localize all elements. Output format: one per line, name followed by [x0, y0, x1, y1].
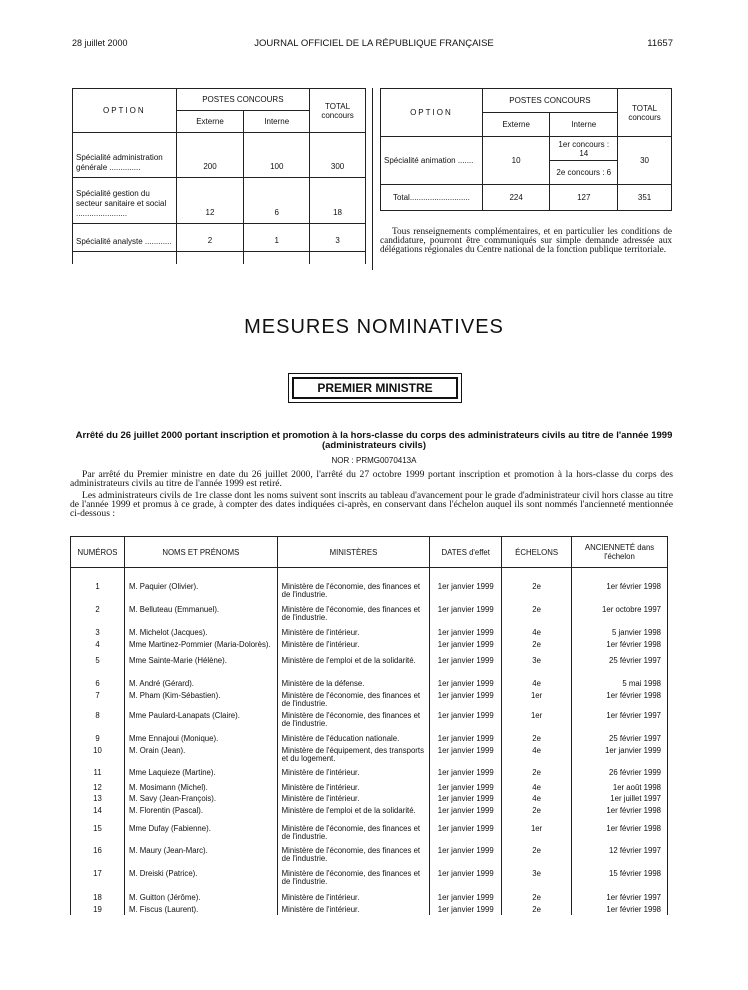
effective-date: 1er janvier 1999: [430, 638, 502, 654]
seniority-date: 1er février 1998: [572, 804, 668, 822]
table-row: [71, 689, 668, 709]
nominations-body: [71, 568, 668, 915]
arrete-title: Arrêté du 26 juillet 2000 portant inscription et promotion à la hors-classe du corps des administrateurs civils au titre de l'année 1999 (administrateurs civils): [75, 430, 673, 451]
table-row: [71, 626, 668, 638]
row-number: 11: [71, 766, 125, 781]
echelon: 2e: [502, 804, 572, 822]
effective-date: 1er janvier 1999: [430, 709, 502, 732]
ministry-name: Ministère de l'intérieur.: [277, 792, 430, 804]
effective-date: 1er janvier 1999: [430, 766, 502, 781]
row-number: 8: [71, 709, 125, 732]
nor-reference: NOR : PRMG0070413A: [331, 456, 417, 465]
row-number: 6: [71, 677, 125, 689]
person-name: M. Michelot (Jacques).: [124, 626, 277, 638]
seniority-date: 12 février 1997: [572, 844, 668, 867]
left-options-table: [72, 88, 366, 264]
table-row: [71, 804, 668, 822]
header-date: 28 juillet 2000: [72, 38, 128, 48]
row-number: 7: [71, 689, 125, 709]
person-name: M. Belluteau (Emmanuel).: [124, 603, 277, 626]
seniority-date: 1er février 1998: [572, 638, 668, 654]
table-row: [71, 903, 668, 915]
header-page-number: 11657: [647, 38, 673, 49]
row-number: 17: [71, 867, 125, 891]
table-row: [71, 654, 668, 677]
externe-value: 12: [176, 178, 244, 224]
effective-date: 1er janvier 1999: [430, 804, 502, 822]
ministry-box: [288, 373, 462, 403]
option-label: Spécialité analyste ............: [73, 224, 177, 252]
col-total: TOTAL concours: [310, 89, 366, 133]
person-name: M. Dreiski (Patrice).: [124, 867, 277, 891]
interne-value-first: 1er concours : 14: [550, 137, 618, 161]
col-postes-concours: POSTES CONCOURS: [482, 89, 617, 113]
effective-date: 1er janvier 1999: [430, 844, 502, 867]
ministry-name: Ministère de l'intérieur.: [277, 891, 430, 903]
seniority-date: 1er janvier 1999: [572, 744, 668, 766]
row-number: 5: [71, 654, 125, 677]
echelon: 4e: [502, 792, 572, 804]
total-value: 18: [310, 178, 366, 224]
echelon: 2e: [502, 638, 572, 654]
echelon: 3e: [502, 654, 572, 677]
option-label: Spécialité administration générale ..............: [73, 133, 177, 178]
echelon: 3e: [502, 867, 572, 891]
ministry-name: Ministère de l'économie, des finances et de l'industrie.: [277, 689, 430, 709]
effective-date: 1er janvier 1999: [430, 732, 502, 744]
echelon: 4e: [502, 781, 572, 793]
echelon: 1er: [502, 709, 572, 732]
total-total: 351: [618, 185, 672, 211]
total-value: 300: [310, 133, 366, 178]
effective-date: 1er janvier 1999: [430, 781, 502, 793]
seniority-date: 1er février 1997: [572, 891, 668, 903]
total-label: Total...........................: [381, 185, 483, 211]
effective-date: 1er janvier 1999: [430, 677, 502, 689]
effective-date: 1er janvier 1999: [430, 689, 502, 709]
echelon: 1er: [502, 822, 572, 844]
echelon: 1er: [502, 689, 572, 709]
paragraph-2: Les administrateurs civils de 1re classe dont les noms suivent sont inscrits au tableau d'avancement pour le grade d'administrateur civil hors classe au titre de l'année 1999 et promus à ce grade, à compter des dates indiquées ci-après, en conservant dans l'échelon auquel ils sont nommés l'ancienneté mentionnée ci-dessous :: [70, 490, 673, 519]
table-row: [71, 867, 668, 891]
col-dates: DATES d'effet: [430, 537, 502, 568]
ministry-name: Ministère de l'économie, des finances et de l'industrie.: [277, 603, 430, 626]
right-note: Tous renseignements complémentaires, et en particulier les conditions de candidature, pourront être communiqués sur simple demande adressée aux délégations régionales du Centre national de la fonction publique territoriale.: [380, 227, 672, 255]
col-option: OPTION: [381, 89, 483, 137]
row-number: 10: [71, 744, 125, 766]
person-name: Mme Sainte-Marie (Hélène).: [124, 654, 277, 677]
echelon: 4e: [502, 744, 572, 766]
person-name: Mme Martinez-Pommier (Maria-Dolorès).: [124, 638, 277, 654]
ministry-name: Ministère de l'intérieur.: [277, 626, 430, 638]
col-option: OPTION: [73, 89, 177, 133]
row-number: 12: [71, 781, 125, 793]
ministry-name: Ministère de l'intérieur.: [277, 766, 430, 781]
interne-value: 1: [244, 224, 310, 252]
row-number: 2: [71, 603, 125, 626]
table-row: [71, 638, 668, 654]
col-ministeres: MINISTÈRES: [277, 537, 430, 568]
table-row: [381, 185, 672, 211]
total-externe: 224: [482, 185, 550, 211]
seniority-date: 1er février 1998: [572, 689, 668, 709]
table-row: [73, 178, 366, 224]
ministry-name: Ministère de l'emploi et de la solidarité.: [277, 804, 430, 822]
table-row: [71, 844, 668, 867]
interne-value: 6: [244, 178, 310, 224]
person-name: Mme Dufay (Fabienne).: [124, 822, 277, 844]
echelon: 2e: [502, 603, 572, 626]
row-number: 14: [71, 804, 125, 822]
total-value: 30: [618, 137, 672, 185]
externe-value: 2: [176, 224, 244, 252]
col-echelons: ÉCHELONS: [502, 537, 572, 568]
table-row: [71, 709, 668, 732]
ministry-name: Ministère de l'économie, des finances et de l'industrie.: [277, 867, 430, 891]
person-name: M. Mosimann (Michel).: [124, 781, 277, 793]
effective-date: 1er janvier 1999: [430, 867, 502, 891]
table-row: [71, 677, 668, 689]
right-options-table: [380, 88, 672, 211]
row-number: 1: [71, 580, 125, 603]
table-row: [71, 603, 668, 626]
table-row: [71, 744, 668, 766]
table-row: [71, 580, 668, 603]
total-value: 3: [310, 224, 366, 252]
person-name: M. Fiscus (Laurent).: [124, 903, 277, 915]
seniority-date: 1er février 1998: [572, 580, 668, 603]
effective-date: 1er janvier 1999: [430, 792, 502, 804]
effective-date: 1er janvier 1999: [430, 891, 502, 903]
table-row: [71, 891, 668, 903]
externe-value: 10: [482, 137, 550, 185]
col-numeros: NUMÉROS: [71, 537, 125, 568]
echelon: 2e: [502, 580, 572, 603]
ministry-label: PREMIER MINISTRE: [292, 377, 458, 399]
section-title: MESURES NOMINATIVES: [244, 316, 504, 338]
person-name: M. André (Gérard).: [124, 677, 277, 689]
seniority-date: 5 janvier 1998: [572, 626, 668, 638]
ministry-name: Ministère de l'intérieur.: [277, 638, 430, 654]
effective-date: 1er janvier 1999: [430, 744, 502, 766]
effective-date: 1er janvier 1999: [430, 822, 502, 844]
seniority-date: 1er juillet 1997: [572, 792, 668, 804]
echelon: 2e: [502, 891, 572, 903]
seniority-date: 25 février 1997: [572, 732, 668, 744]
row-number: 9: [71, 732, 125, 744]
table-row: [71, 732, 668, 744]
row-number: 18: [71, 891, 125, 903]
person-name: M. Savy (Jean-François).: [124, 792, 277, 804]
person-name: M. Florentin (Pascal).: [124, 804, 277, 822]
seniority-date: 1er octobre 1997: [572, 603, 668, 626]
effective-date: 1er janvier 1999: [430, 903, 502, 915]
seniority-date: 25 février 1997: [572, 654, 668, 677]
nominations-table: [70, 536, 668, 915]
seniority-date: 15 février 1998: [572, 867, 668, 891]
echelon: 2e: [502, 766, 572, 781]
person-name: M. Paquier (Olivier).: [124, 580, 277, 603]
table-row: [381, 137, 672, 161]
ministry-name: Ministère de l'équipement, des transports et du logement.: [277, 744, 430, 766]
ministry-name: Ministère de l'économie, des finances et de l'industrie.: [277, 580, 430, 603]
col-noms: NOMS ET PRÉNOMS: [124, 537, 277, 568]
seniority-date: 5 mai 1998: [572, 677, 668, 689]
table-row: [71, 766, 668, 781]
effective-date: 1er janvier 1999: [430, 603, 502, 626]
ministry-name: Ministère de l'intérieur.: [277, 781, 430, 793]
ministry-name: Ministère de l'économie, des finances et de l'industrie.: [277, 822, 430, 844]
col-total: TOTAL concours: [618, 89, 672, 137]
col-postes-concours: POSTES CONCOURS: [176, 89, 309, 111]
table-row: [73, 133, 366, 178]
effective-date: 1er janvier 1999: [430, 626, 502, 638]
seniority-date: 1er février 1997: [572, 709, 668, 732]
col-anciennete: ANCIENNETÉ dans l'échelon: [572, 537, 668, 568]
column-divider: [372, 88, 373, 270]
echelon: 2e: [502, 844, 572, 867]
echelon: 4e: [502, 677, 572, 689]
row-number: 4: [71, 638, 125, 654]
row-number: 3: [71, 626, 125, 638]
row-number: 16: [71, 844, 125, 867]
col-interne: Interne: [244, 111, 310, 133]
echelon: 2e: [502, 903, 572, 915]
externe-value: 200: [176, 133, 244, 178]
table-row: [73, 224, 366, 252]
seniority-date: 1er août 1998: [572, 781, 668, 793]
col-interne: Interne: [550, 113, 618, 137]
col-externe: Externe: [176, 111, 244, 133]
table-row: [71, 781, 668, 793]
option-label: Spécialité gestion du secteur sanitaire et social .......................: [73, 178, 177, 224]
person-name: M. Maury (Jean-Marc).: [124, 844, 277, 867]
echelon: 4e: [502, 626, 572, 638]
col-externe: Externe: [482, 113, 550, 137]
ministry-name: Ministère de l'intérieur.: [277, 903, 430, 915]
seniority-date: 1er février 1998: [572, 822, 668, 844]
effective-date: 1er janvier 1999: [430, 580, 502, 603]
interne-value-second: 2e concours : 6: [550, 161, 618, 185]
person-name: Mme Laquieze (Martine).: [124, 766, 277, 781]
seniority-date: 26 février 1999: [572, 766, 668, 781]
row-number: 13: [71, 792, 125, 804]
table-row: [71, 792, 668, 804]
ministry-name: Ministère de l'emploi et de la solidarité.: [277, 654, 430, 677]
seniority-date: 1er février 1998: [572, 903, 668, 915]
total-interne: 127: [550, 185, 618, 211]
row-number: 15: [71, 822, 125, 844]
ministry-name: Ministère de l'économie, des finances et de l'industrie.: [277, 844, 430, 867]
paragraph-1: Par arrêté du Premier ministre en date du 26 juillet 2000, l'arrêté du 27 octobre 1999 portant inscription et promotion à la hors-classe du corps des administrateurs civils au titre de l'année 1999 est retiré.: [70, 469, 673, 489]
person-name: Mme Paulard-Lanapats (Claire).: [124, 709, 277, 732]
person-name: M. Pham (Kim-Sébastien).: [124, 689, 277, 709]
person-name: Mme Ennajoui (Monique).: [124, 732, 277, 744]
person-name: M. Guitton (Jérôme).: [124, 891, 277, 903]
echelon: 2e: [502, 732, 572, 744]
interne-value: 100: [244, 133, 310, 178]
ministry-name: Ministère de l'économie, des finances et de l'industrie.: [277, 709, 430, 732]
header-journal: JOURNAL OFFICIEL DE LA RÉPUBLIQUE FRANÇAISE: [254, 38, 494, 49]
row-number: 19: [71, 903, 125, 915]
option-label: Spécialité animation .......: [381, 137, 483, 185]
table-row: [71, 822, 668, 844]
person-name: M. Orain (Jean).: [124, 744, 277, 766]
ministry-name: Ministère de l'éducation nationale.: [277, 732, 430, 744]
ministry-name: Ministère de la défense.: [277, 677, 430, 689]
effective-date: 1er janvier 1999: [430, 654, 502, 677]
